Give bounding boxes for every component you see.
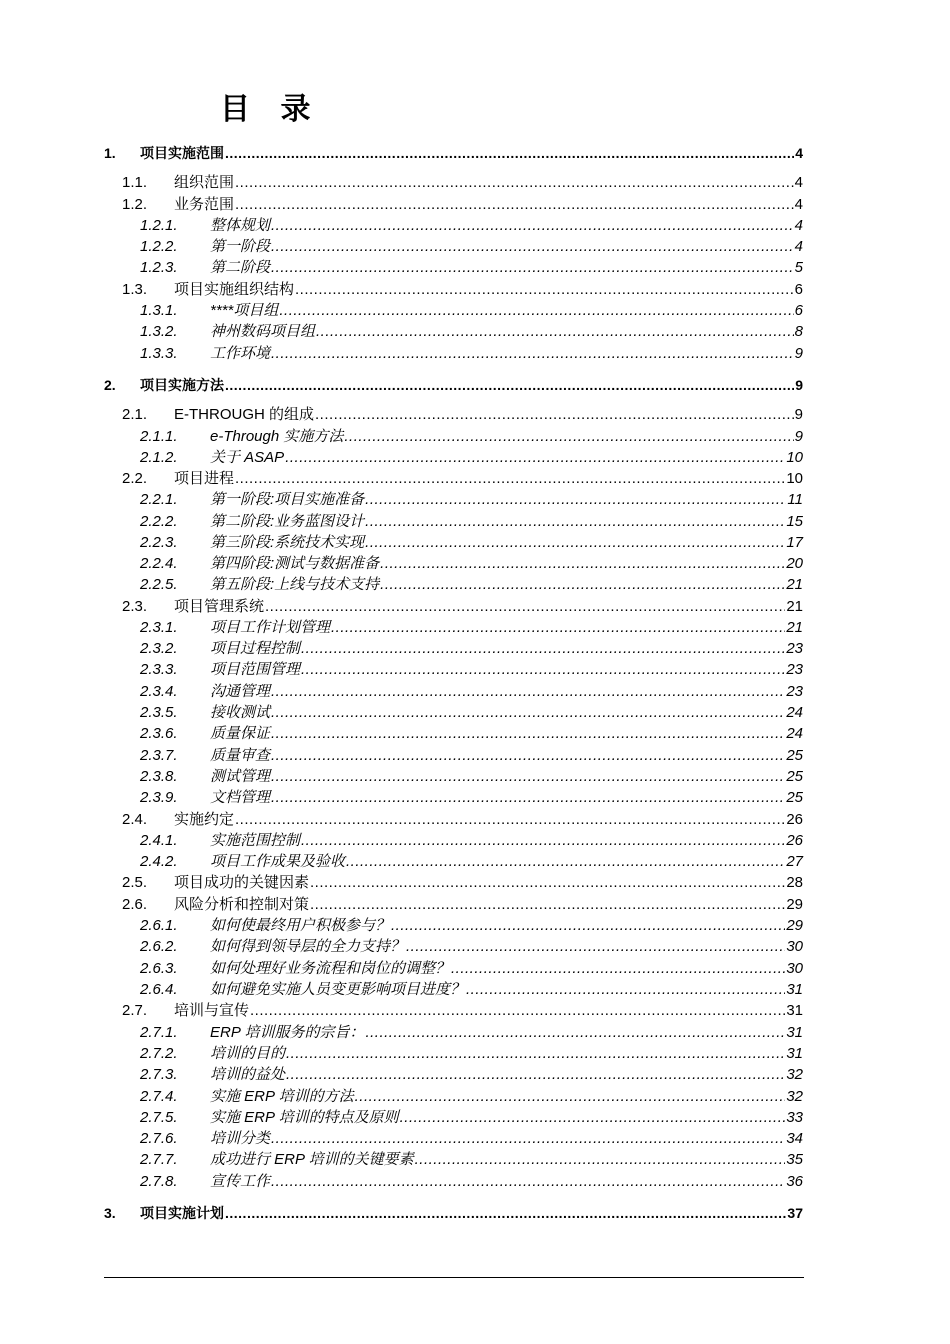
toc-entry-title: 培训与宣传 (174, 1002, 250, 1019)
toc-dot-leader (365, 512, 785, 532)
toc-entry-line (210, 1087, 803, 1107)
toc-dot-leader (271, 258, 794, 278)
toc-entry-number: 1.1. (122, 174, 148, 191)
toc-entry-level-3[interactable] (0, 1023, 950, 1043)
toc-entry-level-3[interactable] (0, 746, 950, 766)
toc-entry-title: ERP 培训服务的宗旨： (210, 1024, 365, 1041)
toc-entry-page-number: 25 (786, 747, 803, 764)
toc-entry-number: 2.6.2. (140, 938, 178, 955)
toc-entry-level-3[interactable] (0, 1065, 950, 1085)
toc-entry-line (210, 322, 803, 342)
toc-dot-leader (271, 746, 785, 766)
toc-entry-number: 2.7.2. (140, 1045, 178, 1062)
toc-entry-line (210, 216, 803, 236)
toc-entry-page-number: 21 (786, 576, 803, 593)
toc-entry-line (210, 980, 803, 1000)
toc-entry-title: 风险分析和控制对策 (174, 896, 310, 913)
toc-entry-level-3[interactable] (0, 852, 950, 872)
toc-entry-number: 1.3.3. (140, 345, 178, 362)
toc-dot-leader (285, 448, 785, 468)
toc-entry-title: 文档管理 (210, 789, 271, 806)
toc-dot-leader (400, 1108, 786, 1128)
toc-entry-line (210, 724, 803, 744)
toc-entry-page-number: 23 (786, 683, 803, 700)
toc-entry-level-3[interactable] (0, 639, 950, 659)
toc-entry-level-3[interactable] (0, 1044, 950, 1064)
toc-entry-page-number: 9 (795, 377, 803, 393)
toc-entry-page-number: 35 (786, 1151, 803, 1168)
toc-entry-number: 2.2.4. (140, 555, 178, 572)
toc-dot-leader (271, 724, 785, 744)
toc-entry-page-number: 37 (787, 1205, 803, 1221)
toc-dot-leader (271, 767, 785, 787)
toc-dot-leader (235, 195, 794, 215)
toc-entry-page-number: 4 (794, 196, 803, 213)
toc-entry-number: 2.3. (122, 598, 148, 615)
toc-entry-title: 宣传工作 (210, 1173, 271, 1190)
toc-entry-number: 1.2.1. (140, 217, 178, 234)
toc-dot-leader (301, 660, 785, 680)
toc-entry-level-2[interactable] (0, 469, 950, 489)
toc-entry-line (174, 597, 803, 617)
toc-entry-number: 2.7.6. (140, 1130, 178, 1147)
toc-entry-level-3[interactable] (0, 448, 950, 468)
toc-entry-number: 2.5. (122, 874, 148, 891)
toc-entry-page-number: 4 (794, 238, 803, 255)
toc-entry-title: 项目范围管理 (210, 661, 301, 678)
toc-entry-title: 质量审查 (210, 747, 271, 764)
toc-entry-level-3[interactable] (0, 1108, 950, 1128)
toc-entry-level-3[interactable] (0, 237, 950, 257)
toc-entry-page-number: 24 (786, 725, 803, 742)
toc-dot-leader (365, 490, 786, 510)
toc-entry-number: 2.6. (122, 896, 148, 913)
toc-entry-page-number: 23 (786, 640, 803, 657)
toc-entry-title: 实施 ERP 培训的特点及原则 (210, 1109, 399, 1126)
toc-entry-level-1[interactable] (0, 375, 950, 395)
toc-entry-level-3[interactable] (0, 216, 950, 236)
toc-entry-page-number: 36 (786, 1173, 803, 1190)
toc-entry-level-3[interactable] (0, 575, 950, 595)
toc-entry-page-number: 33 (786, 1109, 803, 1126)
footer-divider (104, 1277, 804, 1278)
toc-entry-page-number: 21 (786, 598, 803, 615)
toc-dot-leader (380, 575, 785, 595)
toc-entry-line (210, 258, 803, 278)
toc-entry-level-1[interactable] (0, 1203, 950, 1223)
toc-entry-line (210, 1065, 803, 1085)
toc-entry-line (140, 375, 803, 395)
toc-dot-leader (271, 1129, 785, 1149)
toc-entry-page-number: 15 (786, 513, 803, 530)
toc-entry-line (210, 852, 803, 872)
toc-entry-page-number: 27 (786, 853, 803, 870)
toc-entry-page-number: 32 (786, 1088, 803, 1105)
toc-entry-number: 2.4. (122, 811, 148, 828)
toc-entry-level-3[interactable] (0, 512, 950, 532)
toc-dot-leader (225, 375, 794, 395)
toc-entry-number: 2.3.8. (140, 768, 178, 785)
toc-entry-level-3[interactable] (0, 1129, 950, 1149)
toc-dot-leader (451, 959, 785, 979)
toc-entry-page-number: 34 (786, 1130, 803, 1147)
toc-entry-line (210, 344, 803, 364)
toc-entry-title: 培训分类 (210, 1130, 271, 1147)
toc-entry-title: 第四阶段:测试与数据准备 (210, 555, 380, 572)
toc-entry-level-1[interactable] (0, 143, 950, 163)
toc-entry-title: 培训的目的 (210, 1045, 286, 1062)
toc-entry-number: 2.7.3. (140, 1066, 178, 1083)
toc-entry-level-3[interactable] (0, 258, 950, 278)
toc-entry-line (174, 1001, 803, 1021)
toc-entry-number: 2.7.5. (140, 1109, 178, 1126)
toc-entry-page-number: 9 (794, 345, 803, 362)
toc-entry-page-number: 32 (786, 1066, 803, 1083)
toc-entry-level-3[interactable] (0, 980, 950, 1000)
toc-entry-title: 第一阶段 (210, 238, 271, 255)
toc-entry-number: 2.2. (122, 470, 148, 487)
toc-entry-page-number: 4 (794, 174, 803, 191)
toc-entry-level-2[interactable] (0, 173, 950, 193)
toc-entry-number: 2.6.3. (140, 960, 178, 977)
toc-entry-line (210, 237, 803, 257)
toc-entry-page-number: 31 (786, 1024, 803, 1041)
toc-entry-level-3[interactable] (0, 937, 950, 957)
toc-entry-line (210, 916, 803, 936)
toc-entry-title: 项目实施组织结构 (174, 281, 295, 298)
toc-entry-title: 测试管理 (210, 768, 271, 785)
toc-entry-line (174, 195, 803, 215)
toc-entry-page-number: 29 (786, 896, 803, 913)
toc-entry-title: 如何避免实施人员变更影响项目进度？ (210, 981, 466, 998)
toc-entry-title: 项目管理系统 (174, 598, 265, 615)
toc-entry-level-2[interactable] (0, 597, 950, 617)
toc-entry-number: 2.1. (122, 406, 148, 423)
toc-entry-level-2[interactable] (0, 195, 950, 215)
toc-entry-level-3[interactable] (0, 1087, 950, 1107)
toc-dot-leader (301, 831, 785, 851)
toc-entry-level-2[interactable] (0, 1001, 950, 1021)
toc-dot-leader (235, 173, 794, 193)
toc-entry-number: 1.2.2. (140, 238, 178, 255)
toc-dot-leader (271, 682, 785, 702)
toc-entry-level-3[interactable] (0, 490, 950, 510)
toc-entry-line (174, 469, 803, 489)
toc-entry-line (210, 490, 803, 510)
toc-entry-title: 第三阶段:系统技术实现 (210, 534, 365, 551)
toc-entry-number: 1. (104, 145, 116, 161)
toc-entry-level-3[interactable] (0, 703, 950, 723)
toc-entry-title: 项目实施范围 (140, 145, 224, 161)
toc-entry-number: 2.2.3. (140, 534, 178, 551)
toc-entry-line (174, 405, 803, 425)
toc-entry-title: e-Through 实施方法 (210, 428, 344, 445)
toc-entry-title: ****项目组 (210, 302, 279, 319)
toc-entry-number: 2.3.2. (140, 640, 178, 657)
toc-entry-line (210, 703, 803, 723)
toc-entry-title: 第五阶段:上线与技术支持 (210, 576, 380, 593)
toc-entry-number: 2.2.2. (140, 513, 178, 530)
toc-entry-title: 第二阶段:业务蓝图设计 (210, 513, 365, 530)
toc-dot-leader (271, 344, 794, 364)
toc-dot-leader (271, 237, 794, 257)
toc-dot-leader (271, 216, 794, 236)
toc-entry-title: 关于 ASAP (210, 449, 285, 466)
toc-entry-number: 2.3.6. (140, 725, 178, 742)
toc-entry-title: 沟通管理 (210, 683, 271, 700)
toc-entry-number: 1.3. (122, 281, 148, 298)
toc-entry-number: 1.3.2. (140, 323, 178, 340)
toc-entry-number: 2.6.4. (140, 981, 178, 998)
toc-dot-leader (344, 427, 793, 447)
toc-entry-level-2[interactable] (0, 405, 950, 425)
toc-dot-leader (466, 980, 785, 1000)
toc-dot-leader (235, 810, 785, 830)
toc-entry-line (210, 512, 803, 532)
toc-dot-leader (316, 322, 794, 342)
toc-entry-title: 组织范围 (174, 174, 235, 191)
toc-dot-leader (235, 469, 785, 489)
toc-entry-level-3[interactable] (0, 344, 950, 364)
toc-entry-line (210, 618, 803, 638)
toc-dot-leader (310, 873, 785, 893)
toc-dot-leader (346, 852, 785, 872)
toc-entry-page-number: 31 (786, 981, 803, 998)
toc-dot-leader (225, 1203, 786, 1223)
toc-dot-leader (286, 1044, 785, 1064)
toc-entry-line (174, 173, 803, 193)
toc-dot-leader (225, 143, 794, 163)
toc-entry-title: 如何处理好业务流程和岗位的调整？ (210, 960, 451, 977)
toc-entry-level-3[interactable] (0, 767, 950, 787)
toc-entry-page-number: 4 (795, 145, 803, 161)
toc-entry-page-number: 6 (794, 302, 803, 319)
toc-entry-level-3[interactable] (0, 831, 950, 851)
toc-dot-leader (271, 788, 785, 808)
toc-entry-line (210, 788, 803, 808)
toc-dot-leader (279, 301, 793, 321)
toc-entry-page-number: 8 (794, 323, 803, 340)
toc-entry-title: 项目工作计划管理 (210, 619, 331, 636)
toc-entry-number: 2.1.1. (140, 428, 178, 445)
toc-entry-title: 实施范围控制 (210, 832, 301, 849)
toc-entry-number: 2.3.3. (140, 661, 178, 678)
toc-entry-title: 第一阶段:项目实施准备 (210, 491, 365, 508)
toc-entry-page-number: 29 (786, 917, 803, 934)
toc-entry-line (210, 959, 803, 979)
toc-entry-line (210, 427, 803, 447)
toc-entry-line (210, 575, 803, 595)
toc-entry-line (210, 639, 803, 659)
toc-entry-page-number: 30 (786, 938, 803, 955)
toc-entry-line (210, 1150, 803, 1170)
toc-entry-page-number: 11 (787, 491, 803, 508)
toc-entry-number: 2.7. (122, 1002, 148, 1019)
toc-entry-title: 业务范围 (174, 196, 235, 213)
toc-entry-title: 质量保证 (210, 725, 271, 742)
toc-entry-page-number: 28 (786, 874, 803, 891)
toc-entry-page-number: 21 (786, 619, 803, 636)
toc-entry-title: 项目过程控制 (210, 640, 301, 657)
toc-dot-leader (415, 1150, 786, 1170)
toc-entry-level-3[interactable] (0, 916, 950, 936)
toc-entry-page-number: 9 (794, 428, 803, 445)
toc-entry-page-number: 26 (786, 832, 803, 849)
toc-dot-leader (406, 937, 785, 957)
toc-entry-number: 2.4.1. (140, 832, 178, 849)
toc-entry-title: 实施约定 (174, 811, 235, 828)
toc-entry-title: 项目实施方法 (140, 377, 224, 393)
toc-dot-leader (310, 895, 785, 915)
toc-entry-number: 2.3.1. (140, 619, 178, 636)
toc-entry-title: 第二阶段 (210, 259, 271, 276)
toc-entry-number: 2. (104, 377, 116, 393)
toc-entry-line (140, 1203, 803, 1223)
toc-entry-page-number: 31 (786, 1045, 803, 1062)
toc-entry-level-2[interactable] (0, 895, 950, 915)
toc-entry-line (210, 746, 803, 766)
toc-entry-line (210, 448, 803, 468)
toc-dot-leader (365, 1023, 785, 1043)
toc-entry-page-number: 5 (794, 259, 803, 276)
toc-entry-level-3[interactable] (0, 959, 950, 979)
toc-entry-number: 2.3.4. (140, 683, 178, 700)
toc-entry-line (210, 1044, 803, 1064)
toc-entry-line (210, 831, 803, 851)
toc-entry-line (174, 895, 803, 915)
toc-entry-title: 如何使最终用户积极参与？ (210, 917, 391, 934)
toc-entry-level-2[interactable] (0, 873, 950, 893)
toc-entry-page-number: 17 (786, 534, 803, 551)
toc-entry-number: 3. (104, 1205, 116, 1221)
toc-entry-title: 神州数码项目组 (210, 323, 316, 340)
toc-entry-page-number: 4 (794, 217, 803, 234)
toc-dot-leader (271, 703, 785, 723)
toc-entry-page-number: 6 (794, 281, 803, 298)
toc-dot-leader (265, 597, 785, 617)
toc-entry-number: 2.1.2. (140, 449, 178, 466)
toc-entry-line (174, 873, 803, 893)
toc-entry-number: 1.2. (122, 196, 148, 213)
toc-entry-title: 项目实施计划 (140, 1205, 224, 1221)
toc-dot-leader (355, 1087, 786, 1107)
toc-entry-level-3[interactable] (0, 660, 950, 680)
toc-entry-page-number: 30 (786, 960, 803, 977)
toc-entry-page-number: 9 (794, 406, 803, 423)
toc-entry-line (210, 301, 803, 321)
toc-entry-line (210, 682, 803, 702)
toc-entry-line (174, 810, 803, 830)
toc-entry-line (174, 280, 803, 300)
toc-entry-level-3[interactable] (0, 682, 950, 702)
toc-entry-line (210, 1108, 803, 1128)
toc-dot-leader (271, 1172, 785, 1192)
toc-entry-level-3[interactable] (0, 1172, 950, 1192)
toc-entry-number: 2.3.7. (140, 747, 178, 764)
toc-entry-title: 成功进行 ERP 培训的关键要素 (210, 1151, 414, 1168)
toc-entry-title: 培训的益处 (210, 1066, 286, 1083)
toc-entry-number: 2.7.7. (140, 1151, 178, 1168)
toc-entry-line (210, 1023, 803, 1043)
toc-entry-number: 2.3.5. (140, 704, 178, 721)
toc-entry-number: 2.7.4. (140, 1088, 178, 1105)
toc-dot-leader (380, 554, 785, 574)
toc-entry-line (210, 660, 803, 680)
toc-entry-line (210, 937, 803, 957)
toc-dot-leader (391, 916, 785, 936)
toc-entry-line (210, 1172, 803, 1192)
toc-entry-page-number: 10 (786, 470, 803, 487)
toc-entry-level-3[interactable] (0, 724, 950, 744)
toc-entry-title: 项目工作成果及验收 (210, 853, 346, 870)
toc-entry-level-3[interactable] (0, 1150, 950, 1170)
toc-entry-level-3[interactable] (0, 322, 950, 342)
toc-entry-level-3[interactable] (0, 618, 950, 638)
page-title: 目 录 (220, 92, 321, 127)
toc-entry-level-3[interactable] (0, 427, 950, 447)
toc-dot-leader (315, 405, 794, 425)
toc-entry-number: 1.3.1. (140, 302, 178, 319)
toc-dot-leader (295, 280, 794, 300)
toc-entry-page-number: 20 (786, 555, 803, 572)
toc-entry-number: 2.4.2. (140, 853, 178, 870)
toc-entry-title: 整体规划 (210, 217, 271, 234)
toc-entry-page-number: 25 (786, 768, 803, 785)
toc-entry-level-3[interactable] (0, 788, 950, 808)
toc-entry-title: 工作环境 (210, 345, 271, 362)
toc-entry-title: 接收测试 (210, 704, 271, 721)
toc-entry-number: 2.6.1. (140, 917, 178, 934)
toc-entry-page-number: 23 (786, 661, 803, 678)
toc-entry-number: 2.7.8. (140, 1173, 178, 1190)
toc-entry-number: 2.2.1. (140, 491, 178, 508)
toc-entry-title: 项目成功的关键因素 (174, 874, 310, 891)
toc-entry-page-number: 10 (786, 449, 803, 466)
toc-entry-line (210, 533, 803, 553)
toc-entry-level-3[interactable] (0, 533, 950, 553)
toc-entry-title: 如何得到领导层的全力支持？ (210, 938, 406, 955)
toc-entry-level-2[interactable] (0, 280, 950, 300)
toc-dot-leader (331, 618, 785, 638)
toc-entry-page-number: 24 (786, 704, 803, 721)
toc-entry-title: 实施 ERP 培训的方法 (210, 1088, 354, 1105)
toc-entry-line (140, 143, 803, 163)
toc-entry-line (210, 1129, 803, 1149)
toc-entry-title: E-THROUGH 的组成 (174, 406, 314, 423)
toc-dot-leader (250, 1001, 785, 1021)
toc-entry-number: 2.7.1. (140, 1024, 178, 1041)
toc-entry-level-2[interactable] (0, 810, 950, 830)
toc-entry-page-number: 25 (786, 789, 803, 806)
toc-dot-leader (286, 1065, 785, 1085)
toc-entry-number: 2.3.9. (140, 789, 178, 806)
toc-entry-title: 项目进程 (174, 470, 235, 487)
toc-entry-number: 2.2.5. (140, 576, 178, 593)
toc-entry-level-3[interactable] (0, 301, 950, 321)
toc-entry-level-3[interactable] (0, 554, 950, 574)
toc-entry-line (210, 767, 803, 787)
toc-dot-leader (365, 533, 785, 553)
toc-entry-page-number: 26 (786, 811, 803, 828)
toc-entry-number: 1.2.3. (140, 259, 178, 276)
toc-entry-line (210, 554, 803, 574)
toc-dot-leader (301, 639, 785, 659)
toc-entry-page-number: 31 (786, 1002, 803, 1019)
